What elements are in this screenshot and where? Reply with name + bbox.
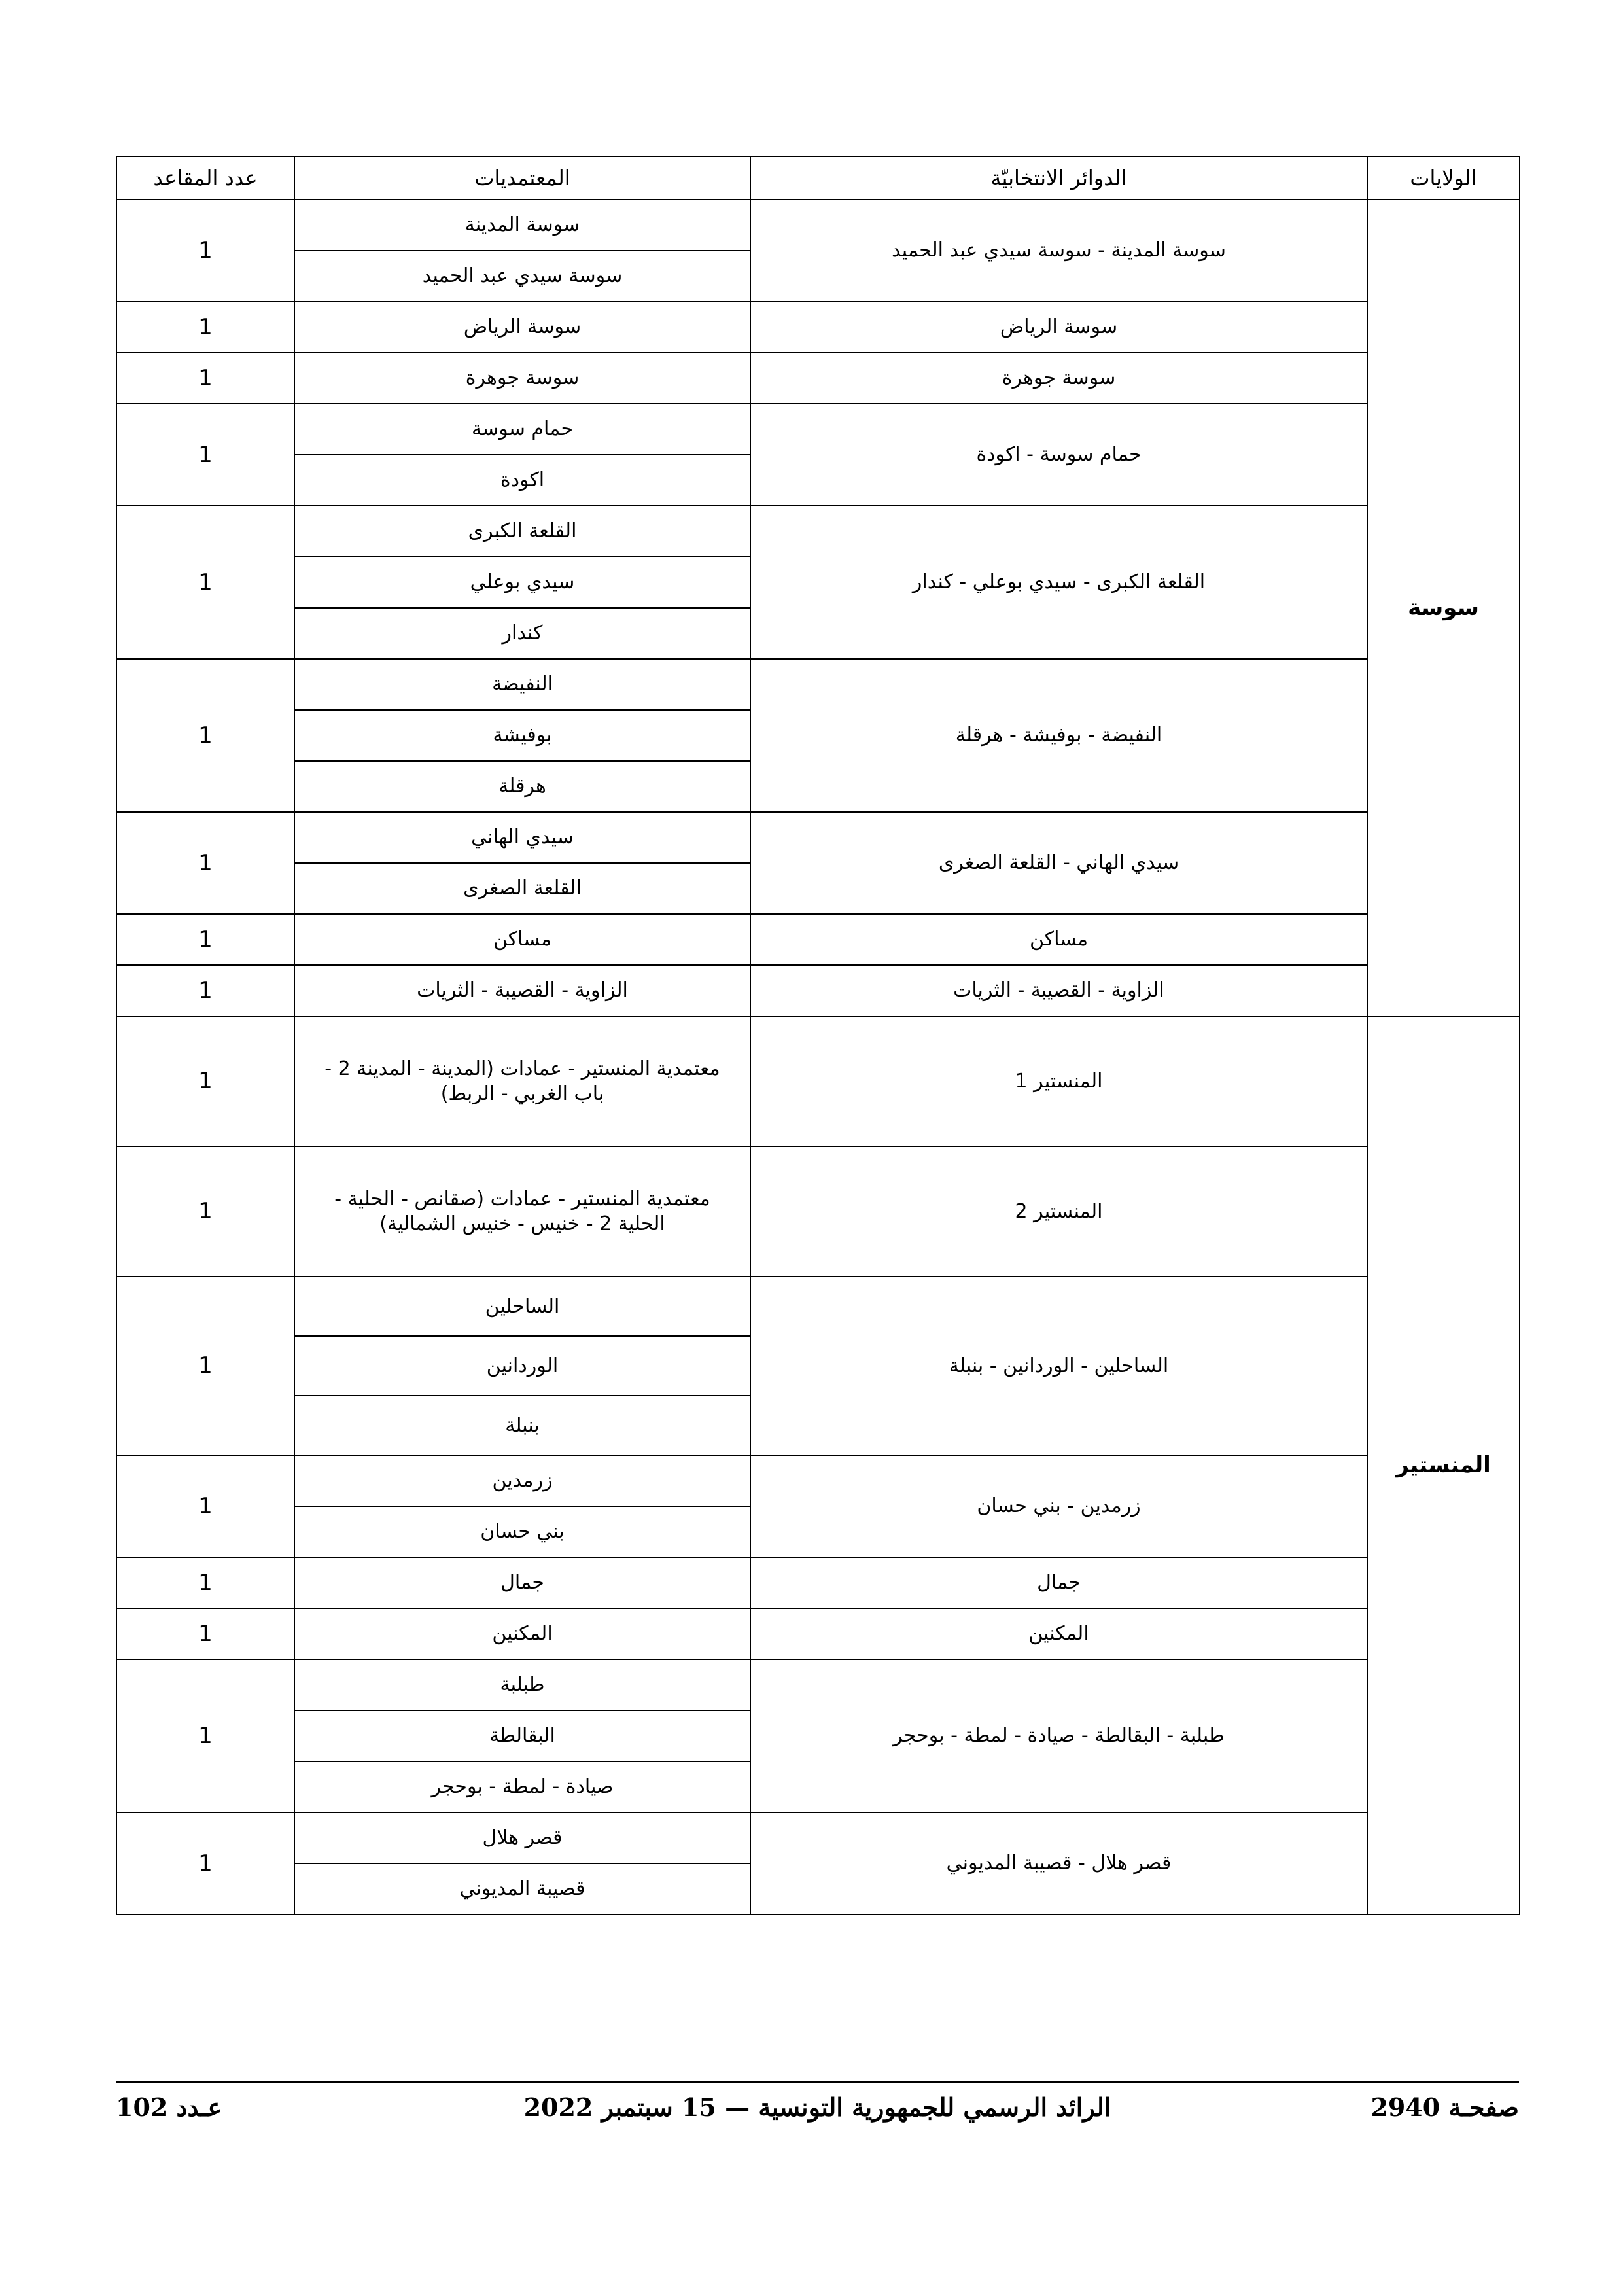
mutamadiya-cell: سوسة الرياض xyxy=(294,302,750,353)
mutamadiya-cell: طبلبة xyxy=(294,1659,750,1710)
mutamadiya-cell: القلعة الصغرى xyxy=(294,863,750,914)
mutamadiya-cell: معتمدية المنستير - عمادات (المدينة - المدينة 2 - باب الغربي - الربط) xyxy=(294,1016,750,1146)
circonscription-cell: قصر هلال - قصيبة المديوني xyxy=(750,1812,1367,1915)
circonscription-cell: المنستير 1 xyxy=(750,1016,1367,1146)
mutamadiya-cell: بني حسان xyxy=(294,1506,750,1557)
table-row xyxy=(116,353,1520,404)
seats-cell: 1 xyxy=(116,812,294,914)
table-row xyxy=(116,1608,1520,1659)
table-row xyxy=(116,914,1520,965)
table-row xyxy=(116,1659,1520,1710)
mutamadiya-cell: القلعة الكبرى xyxy=(294,506,750,557)
circonscription-cell: سوسة المدينة - سوسة سيدي عبد الحميد xyxy=(750,200,1367,302)
seats-cell: 1 xyxy=(116,659,294,812)
page-number: صفحـة 2940 xyxy=(1370,2093,1519,2122)
mutamadiya-cell: صيادة - لمطة - بوحجر xyxy=(294,1761,750,1812)
mutamadiya-cell: الزاوية - القصيبة - الثريات xyxy=(294,965,750,1016)
table-row xyxy=(116,965,1520,1016)
electoral-districts-table xyxy=(116,156,1520,1915)
footer-divider xyxy=(116,2081,1519,2083)
circonscription-cell: زرمدين - بني حسان xyxy=(750,1455,1367,1557)
table-row xyxy=(116,1455,1520,1506)
circonscription-cell: سوسة الرياض xyxy=(750,302,1367,353)
circonscription-cell: القلعة الكبرى - سيدي بوعلي - كندار xyxy=(750,506,1367,659)
seats-cell: 1 xyxy=(116,965,294,1016)
mutamadiya-cell: اكودة xyxy=(294,455,750,506)
table-header-row xyxy=(116,156,1520,200)
mutamadiya-cell: زرمدين xyxy=(294,1455,750,1506)
circonscription-cell: سيدي الهاني - القلعة الصغرى xyxy=(750,812,1367,914)
seats-cell: 1 xyxy=(116,1455,294,1557)
circonscription-cell: الساحلين - الوردانين - بنبلة xyxy=(750,1277,1367,1455)
seats-cell: 1 xyxy=(116,1812,294,1915)
header-wilayat: الولايات xyxy=(1367,156,1520,200)
seats-cell: 1 xyxy=(116,353,294,404)
mutamadiya-cell: هرقلة xyxy=(294,761,750,812)
seats-cell: 1 xyxy=(116,1608,294,1659)
mutamadiya-cell: مساكن xyxy=(294,914,750,965)
seats-cell: 1 xyxy=(116,506,294,659)
table-row xyxy=(116,659,1520,710)
mutamadiya-cell: بوفيشة xyxy=(294,710,750,761)
page-footer xyxy=(116,2093,1519,2132)
header-seats: عدد المقاعد xyxy=(116,156,294,200)
seats-cell: 1 xyxy=(116,914,294,965)
circonscription-cell: حمام سوسة - اكودة xyxy=(750,404,1367,506)
seats-cell: 1 xyxy=(116,1277,294,1455)
seats-cell: 1 xyxy=(116,1557,294,1608)
seats-cell: 1 xyxy=(116,1016,294,1146)
circonscription-cell: طبلبة - البقالطة - صيادة - لمطة - بوحجر xyxy=(750,1659,1367,1812)
mutamadiya-cell: سوسة المدينة xyxy=(294,200,750,251)
seats-cell: 1 xyxy=(116,404,294,506)
issue-number: عـدد 102 xyxy=(116,2093,223,2122)
seats-cell: 1 xyxy=(116,200,294,302)
table-row xyxy=(116,302,1520,353)
table-row xyxy=(116,404,1520,455)
mutamadiya-cell: النفيضة xyxy=(294,659,750,710)
mutamadiya-cell: كندار xyxy=(294,608,750,659)
mutamadiya-cell: سوسة جوهرة xyxy=(294,353,750,404)
circonscription-cell: مساكن xyxy=(750,914,1367,965)
mutamadiya-cell: سيدي بوعلي xyxy=(294,557,750,608)
header-circonscriptions: الدوائر الانتخابيّة xyxy=(750,156,1367,200)
wilaya-cell: سوسة xyxy=(1367,200,1520,1016)
publication-title: الرائد الرسمي للجمهورية التونسية — 15 سبتمبر 2022 xyxy=(523,2093,1111,2122)
table-row xyxy=(116,506,1520,557)
mutamadiya-cell: قصيبة المديوني xyxy=(294,1863,750,1915)
table-row xyxy=(116,1146,1520,1277)
seats-cell: 1 xyxy=(116,1659,294,1812)
header-mutamadiyat: المعتمديات xyxy=(294,156,750,200)
seats-cell: 1 xyxy=(116,302,294,353)
mutamadiya-cell: البقالطة xyxy=(294,1710,750,1761)
circonscription-cell: النفيضة - بوفيشة - هرقلة xyxy=(750,659,1367,812)
table-row xyxy=(116,1277,1520,1336)
circonscription-cell: سوسة جوهرة xyxy=(750,353,1367,404)
mutamadiya-cell: معتمدية المنستير - عمادات (صقانص - الحلية - الحلية 2 - خنيس - خنيس الشمالية) xyxy=(294,1146,750,1277)
table-row xyxy=(116,812,1520,863)
mutamadiya-cell: سيدي الهاني xyxy=(294,812,750,863)
circonscription-cell: جمال xyxy=(750,1557,1367,1608)
mutamadiya-cell: بنبلة xyxy=(294,1396,750,1455)
mutamadiya-cell: جمال xyxy=(294,1557,750,1608)
mutamadiya-cell: قصر هلال xyxy=(294,1812,750,1863)
mutamadiya-cell: سوسة سيدي عبد الحميد xyxy=(294,251,750,302)
circonscription-cell: المكنين xyxy=(750,1608,1367,1659)
table-row xyxy=(116,1016,1520,1146)
mutamadiya-cell: المكنين xyxy=(294,1608,750,1659)
seats-cell: 1 xyxy=(116,1146,294,1277)
mutamadiya-cell: حمام سوسة xyxy=(294,404,750,455)
wilaya-cell: المنستير xyxy=(1367,1016,1520,1915)
circonscription-cell: الزاوية - القصيبة - الثريات xyxy=(750,965,1367,1016)
mutamadiya-cell: الوردانين xyxy=(294,1336,750,1396)
table-body xyxy=(116,200,1520,1915)
mutamadiya-cell: الساحلين xyxy=(294,1277,750,1336)
table-row xyxy=(116,1812,1520,1863)
table-row xyxy=(116,1557,1520,1608)
table-row xyxy=(116,200,1520,251)
circonscription-cell: المنستير 2 xyxy=(750,1146,1367,1277)
